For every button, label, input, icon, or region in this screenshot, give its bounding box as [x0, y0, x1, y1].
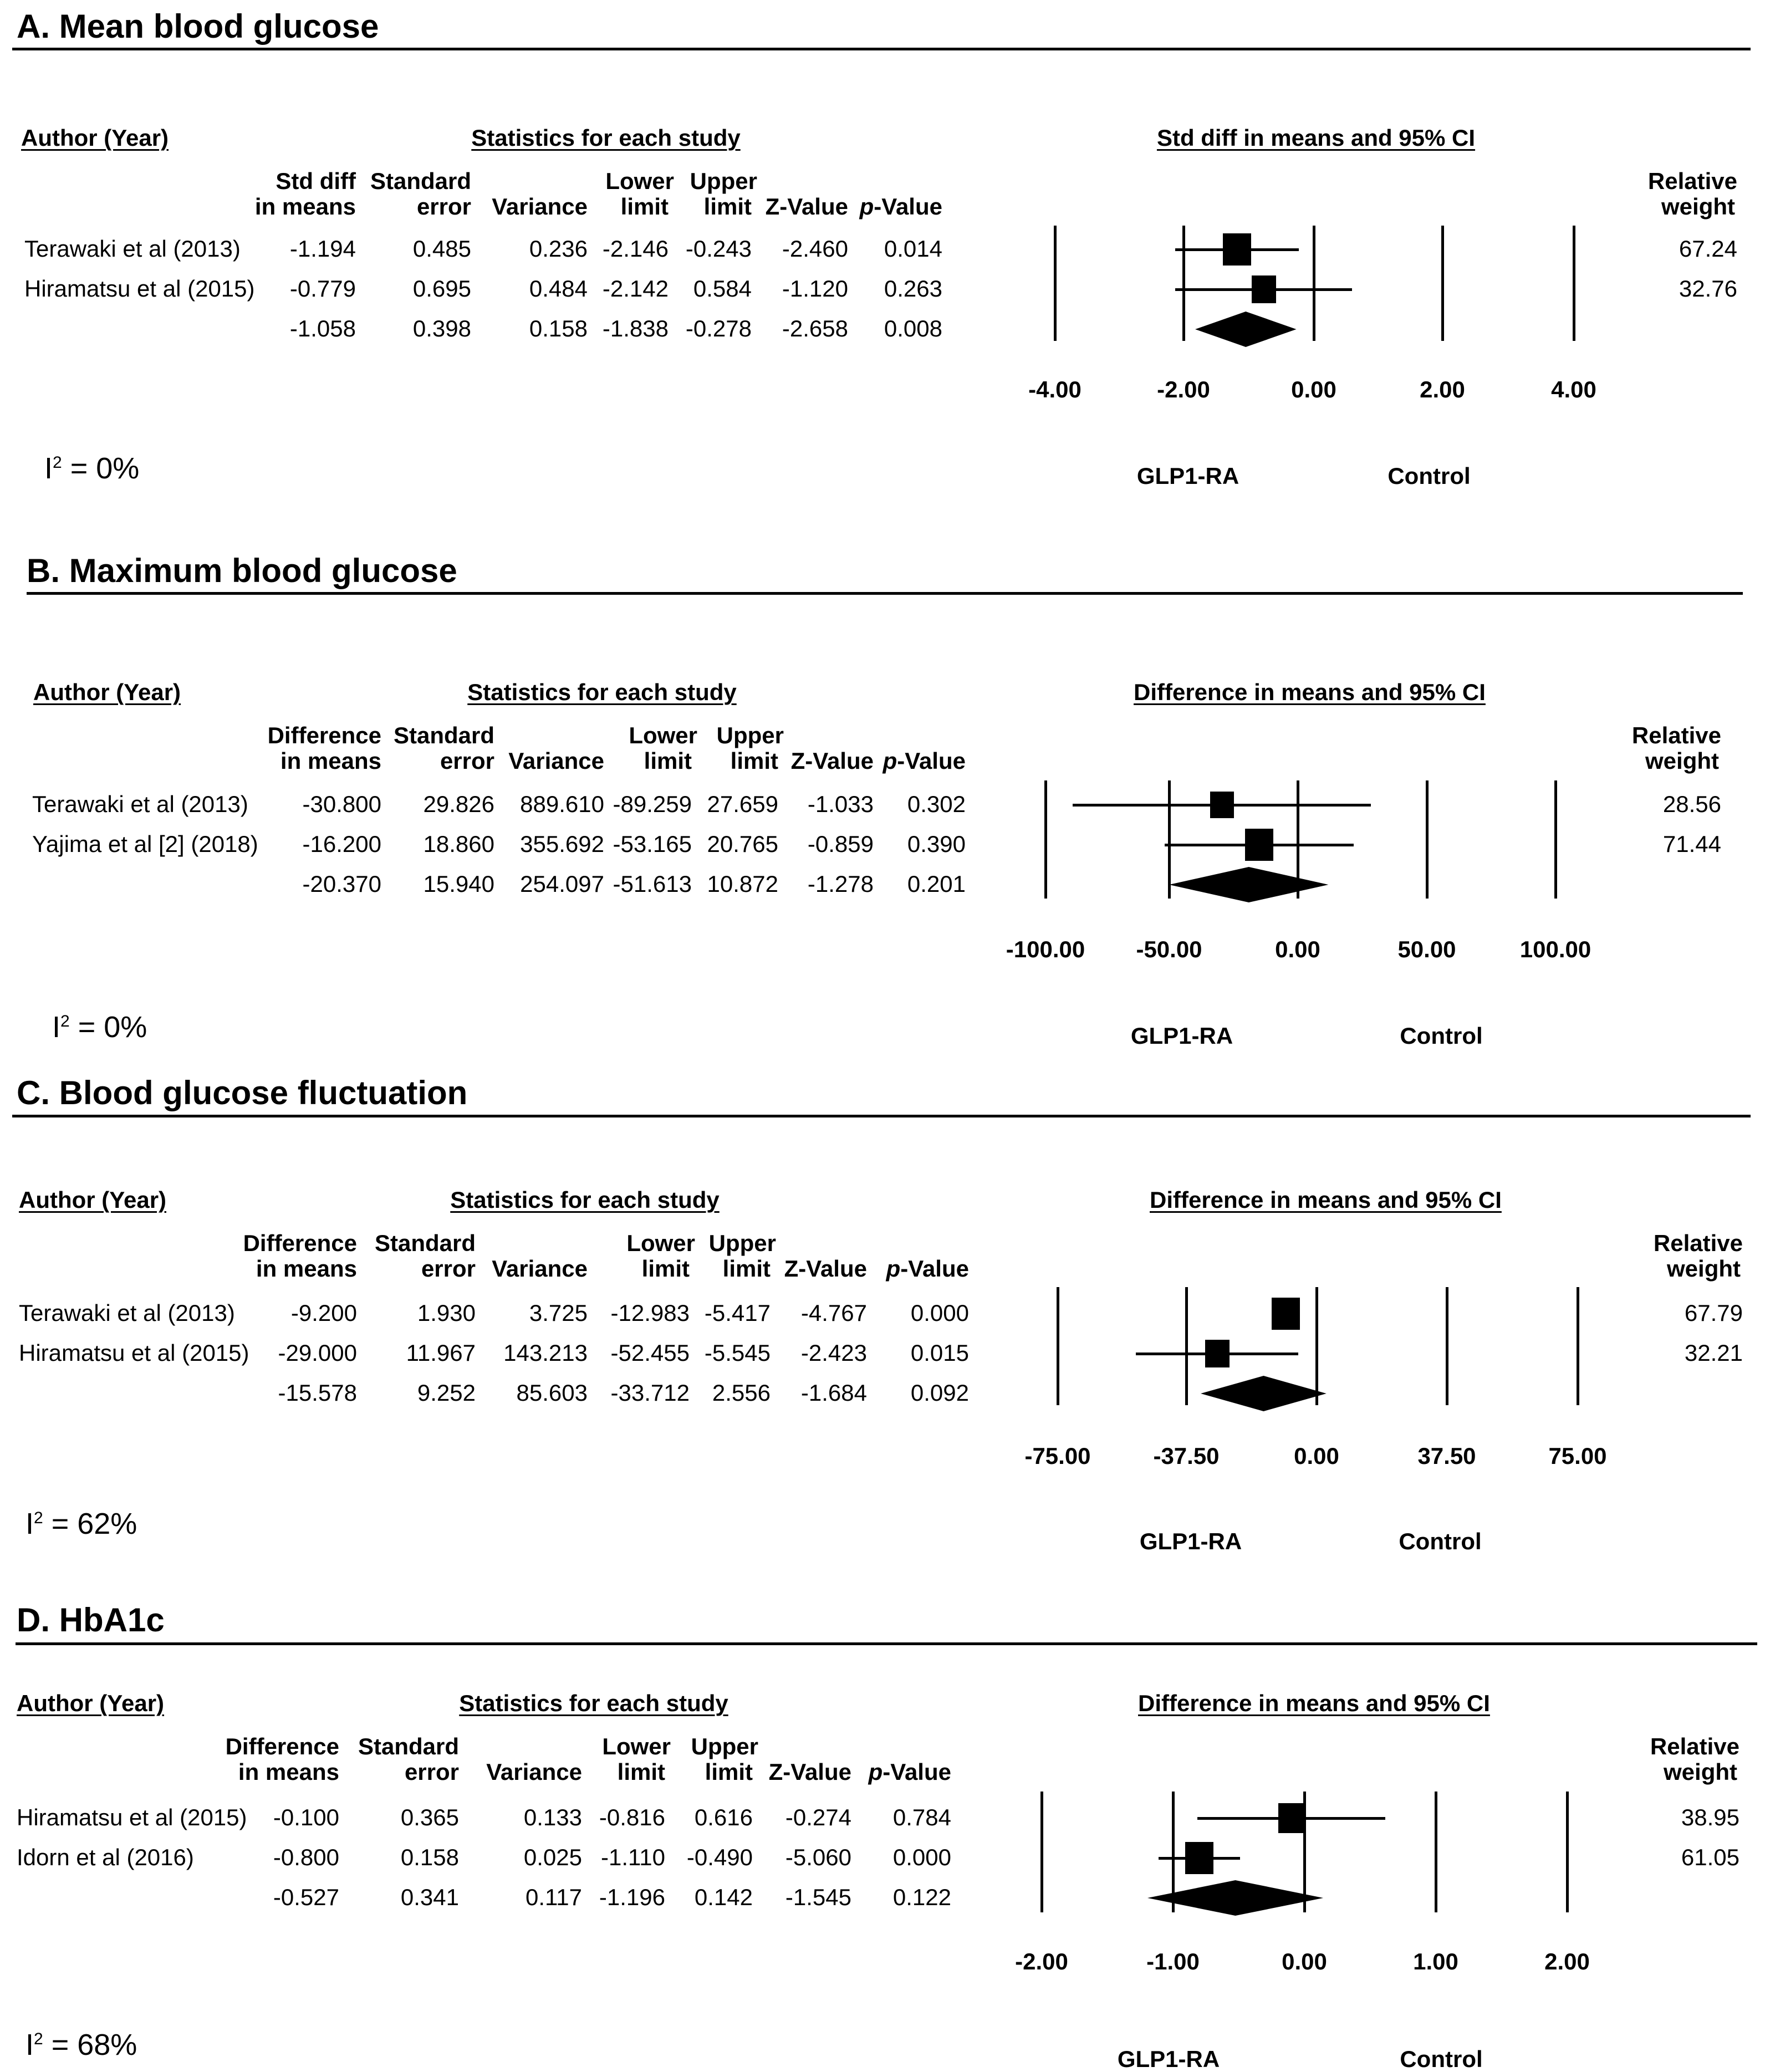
table-cell: 85.603 — [516, 1380, 588, 1406]
table-cell: -89.259 — [613, 791, 692, 817]
column-header-line2: limit — [620, 193, 669, 220]
table-cell: -5.060 — [785, 1844, 851, 1870]
table-cell: 0.000 — [910, 1300, 969, 1326]
ci-plot-header: Difference in means and 95% CI — [1138, 1690, 1490, 1716]
relative-weight-value: 38.95 — [1681, 1804, 1740, 1830]
table-cell: 0.025 — [523, 1844, 582, 1870]
relative-weight-header: weight — [1645, 748, 1719, 774]
table-cell: -53.165 — [613, 831, 692, 857]
column-header-line1: Difference — [225, 1733, 339, 1759]
statistics-header: Statistics for each study — [467, 679, 737, 705]
relative-weight-value: 67.79 — [1684, 1300, 1743, 1326]
axis-tick-label: 100.00 — [1519, 936, 1591, 962]
table-cell: 0.133 — [523, 1804, 582, 1830]
gridline — [1435, 1792, 1437, 1912]
table-cell: -0.278 — [685, 315, 752, 341]
ci-plot-header: Difference in means and 95% CI — [1150, 1187, 1502, 1213]
column-header-line2: in means — [280, 748, 381, 774]
column-header-line2: limit — [641, 1256, 690, 1282]
table-cell: -5.545 — [704, 1340, 771, 1366]
column-header-line2: in means — [238, 1759, 339, 1785]
i2-value: = 62% — [43, 1507, 137, 1540]
column-header-line2: Variance — [492, 193, 588, 220]
column-header-line2: Variance — [492, 1256, 588, 1282]
table-cell: -2.460 — [782, 236, 848, 262]
table-cell: 0.484 — [529, 275, 588, 302]
ci-plot-header: Std diff in means and 95% CI — [1156, 125, 1476, 151]
column-header-line1: Upper — [690, 168, 757, 194]
table-cell: -16.200 — [302, 831, 381, 857]
table-cell: -51.613 — [613, 871, 692, 897]
table-cell: 20.765 — [707, 831, 778, 857]
table-cell: 15.940 — [423, 871, 494, 897]
column-header-line2: Z-Value — [784, 1256, 867, 1282]
column-header-line1: Lower — [629, 722, 697, 748]
column-header-line2: p-Value — [859, 193, 942, 220]
column-header-line2: limit — [730, 748, 778, 774]
table-cell: 0.236 — [529, 236, 588, 262]
author-year-header: Author (Year) — [17, 1690, 165, 1716]
statistics-header: Statistics for each study — [450, 1187, 720, 1213]
table-cell: 0.008 — [884, 315, 942, 341]
author-year-header: Author (Year) — [33, 679, 181, 705]
table-cell: -33.712 — [610, 1380, 690, 1406]
i2-superscript: 2 — [34, 1509, 43, 1527]
column-header-line2: Z-Value — [790, 748, 874, 774]
favors-glp1-ra-label: GLP1-RA — [1130, 1023, 1233, 1049]
column-header-line2: error — [404, 1759, 459, 1785]
table-cell: 0.390 — [907, 831, 966, 857]
axis-tick-label: 2.00 — [1420, 376, 1465, 402]
favors-glp1-ra-label: GLP1-RA — [1136, 463, 1239, 489]
table-cell: 0.263 — [884, 275, 942, 302]
table-cell: 254.097 — [520, 871, 604, 897]
column-header-line2: error — [421, 1256, 476, 1282]
table-cell: -0.490 — [686, 1844, 753, 1870]
table-cell: 11.967 — [406, 1340, 476, 1366]
i2-symbol: I — [25, 1507, 34, 1540]
table-cell: -1.110 — [601, 1844, 665, 1870]
column-header-line1: Lower — [626, 1230, 695, 1256]
table-cell: -0.243 — [685, 236, 752, 262]
axis-tick-label: -100.00 — [1006, 936, 1085, 962]
column-header-line1: Upper — [708, 1230, 776, 1256]
favors-control-label: Control — [1400, 2046, 1483, 2072]
i2-superscript: 2 — [53, 453, 62, 472]
relative-weight-value: 32.21 — [1684, 1340, 1743, 1366]
statistics-header: Statistics for each study — [459, 1690, 728, 1716]
table-cell: -0.274 — [785, 1804, 851, 1830]
axis-tick-label: 75.00 — [1548, 1443, 1607, 1469]
table-cell: 0.302 — [907, 791, 966, 817]
table-cell: 2.556 — [712, 1380, 771, 1406]
i2-symbol: I — [44, 452, 53, 485]
statistics-header: Statistics for each study — [471, 125, 741, 151]
study-name: Terawaki et al (2013) — [24, 236, 241, 262]
column-header-line2: p-Value — [882, 748, 966, 774]
table-cell: 0.341 — [400, 1884, 459, 1910]
study-name: Yajima et al [2] (2018) — [32, 831, 258, 857]
table-cell: -1.278 — [807, 871, 874, 897]
table-cell: 0.584 — [693, 275, 752, 302]
table-cell: 143.213 — [503, 1340, 588, 1366]
column-header-line1: Difference — [267, 722, 381, 748]
i2-symbol: I — [25, 2028, 34, 2061]
column-header-line1: Std diff — [276, 168, 356, 194]
column-header-line2: limit — [722, 1256, 771, 1282]
relative-weight-value: 71.44 — [1662, 831, 1721, 857]
axis-tick-label: -75.00 — [1024, 1443, 1091, 1469]
table-cell: 9.252 — [417, 1380, 476, 1406]
column-header-line2: in means — [254, 193, 356, 220]
ci-plot-header: Difference in means and 95% CI — [1134, 679, 1486, 705]
column-header-line2: p-Value — [886, 1256, 969, 1282]
column-header-line2: Variance — [508, 748, 604, 774]
panel-title: B. Maximum blood glucose — [27, 552, 457, 589]
table-cell: -1.838 — [602, 315, 669, 341]
favors-control-label: Control — [1400, 1023, 1483, 1049]
table-cell: -9.200 — [290, 1300, 357, 1326]
column-header-line1: Difference — [243, 1230, 357, 1256]
column-header-line1: Standard — [370, 168, 471, 194]
table-cell: 0.201 — [907, 871, 966, 897]
panel-title: A. Mean blood glucose — [17, 8, 379, 45]
table-cell: -0.859 — [807, 831, 874, 857]
axis-tick-label: 0.00 — [1275, 936, 1320, 962]
table-cell: 0.158 — [400, 1844, 459, 1870]
relative-weight-header: weight — [1664, 1759, 1737, 1785]
table-cell: -2.142 — [602, 275, 669, 302]
axis-tick-label: 50.00 — [1397, 936, 1456, 962]
study-effect-square — [1278, 1803, 1304, 1833]
axis-tick-label: -2.00 — [1157, 376, 1210, 402]
table-cell: -2.423 — [800, 1340, 867, 1366]
column-header-line1: Standard — [358, 1733, 459, 1759]
axis-tick-label: -1.00 — [1146, 1948, 1200, 1974]
table-cell: 0.015 — [910, 1340, 969, 1366]
column-header-line1: Standard — [393, 722, 494, 748]
relative-weight-header: weight — [1667, 1256, 1741, 1282]
table-cell: -1.120 — [782, 275, 848, 302]
i2-value: = 68% — [43, 2028, 137, 2061]
study-name: Hiramatsu et al (2015) — [17, 1804, 247, 1830]
study-name: Idorn et al (2016) — [17, 1844, 194, 1870]
column-header-line2: limit — [705, 1759, 753, 1785]
column-header-line2: Z-Value — [765, 193, 848, 220]
favors-glp1-ra-label: GLP1-RA — [1139, 1528, 1242, 1554]
favors-glp1-ra-label: GLP1-RA — [1117, 2046, 1220, 2072]
table-cell: 355.692 — [520, 831, 604, 857]
axis-tick-label: 4.00 — [1551, 376, 1596, 402]
table-cell: 0.117 — [526, 1884, 582, 1910]
i2-symbol: I — [52, 1011, 61, 1044]
axis-tick-label: 2.00 — [1544, 1948, 1590, 1974]
table-cell: 10.872 — [707, 871, 778, 897]
column-header-line2: limit — [617, 1759, 665, 1785]
axis-tick-label: -2.00 — [1015, 1948, 1068, 1974]
i2-value: = 0% — [62, 452, 140, 485]
table-cell: -4.767 — [800, 1300, 867, 1326]
study-name: Terawaki et al (2013) — [32, 791, 248, 817]
relative-weight-header: Relative — [1631, 722, 1721, 748]
table-cell: 889.610 — [520, 791, 604, 817]
column-header-line2: in means — [256, 1256, 357, 1282]
gridline — [1040, 1792, 1043, 1912]
table-cell: -2.146 — [602, 236, 669, 262]
column-header-line1: Upper — [691, 1733, 758, 1759]
table-cell: 0.158 — [529, 315, 588, 341]
relative-weight-value: 67.24 — [1679, 236, 1737, 262]
gridline — [1566, 1792, 1569, 1912]
relative-weight-value: 32.76 — [1679, 275, 1737, 302]
column-header-line1: Lower — [602, 1733, 671, 1759]
relative-weight-header: Relative — [1647, 168, 1737, 194]
author-year-header: Author (Year) — [21, 125, 169, 151]
column-header-line1: Upper — [716, 722, 784, 748]
column-header-line2: p-Value — [868, 1759, 951, 1785]
table-cell: -0.100 — [273, 1804, 339, 1830]
column-header-line1: Lower — [605, 168, 674, 194]
relative-weight-header: weight — [1661, 193, 1735, 220]
table-cell: 0.365 — [400, 1804, 459, 1830]
column-header-line2: Z-Value — [768, 1759, 851, 1785]
column-header-line1: Standard — [374, 1230, 476, 1256]
table-cell: 3.725 — [529, 1300, 588, 1326]
axis-tick-label: 37.50 — [1417, 1443, 1476, 1469]
table-cell: -0.800 — [273, 1844, 339, 1870]
table-cell: 0.695 — [412, 275, 471, 302]
axis-tick-label: -37.50 — [1153, 1443, 1220, 1469]
pooled-effect-diamond — [1146, 1880, 1324, 1916]
column-header-line2: limit — [703, 193, 752, 220]
table-cell: -1.196 — [599, 1884, 665, 1910]
table-cell: -15.578 — [278, 1380, 357, 1406]
axis-tick-label: 0.00 — [1282, 1948, 1327, 1974]
column-header-line2: error — [416, 193, 471, 220]
table-cell: 0.122 — [892, 1884, 951, 1910]
title-rule — [16, 1642, 1757, 1645]
table-cell: -1.545 — [785, 1884, 851, 1910]
column-header-line2: Variance — [486, 1759, 582, 1785]
i2-superscript: 2 — [60, 1012, 70, 1030]
table-cell: -30.800 — [302, 791, 381, 817]
panel-title: D. HbA1c — [17, 1601, 165, 1639]
table-cell: -1.058 — [289, 315, 356, 341]
table-cell: -1.194 — [289, 236, 356, 262]
axis-tick-label: 0.00 — [1291, 376, 1336, 402]
study-name: Terawaki et al (2013) — [19, 1300, 235, 1326]
table-cell: -5.417 — [704, 1300, 771, 1326]
column-header-line2: error — [440, 748, 494, 774]
table-cell: 0.000 — [892, 1844, 951, 1870]
table-cell: 0.784 — [892, 1804, 951, 1830]
table-cell: -0.779 — [289, 275, 356, 302]
table-cell: 18.860 — [423, 831, 494, 857]
i2-superscript: 2 — [34, 2030, 43, 2048]
panel-title: C. Blood glucose fluctuation — [17, 1074, 468, 1111]
axis-tick-label: -50.00 — [1136, 936, 1202, 962]
relative-weight-header: Relative — [1653, 1230, 1743, 1256]
table-cell: 0.398 — [412, 315, 471, 341]
study-name: Hiramatsu et al (2015) — [24, 275, 255, 302]
table-cell: -12.983 — [610, 1300, 690, 1326]
table-cell: -52.455 — [610, 1340, 690, 1366]
axis-tick-label: 1.00 — [1413, 1948, 1458, 1974]
table-cell: -20.370 — [302, 871, 381, 897]
author-year-header: Author (Year) — [19, 1187, 167, 1213]
study-name: Hiramatsu et al (2015) — [19, 1340, 249, 1366]
column-header-line2: limit — [644, 748, 692, 774]
table-cell: 0.014 — [884, 236, 942, 262]
favors-control-label: Control — [1399, 1528, 1482, 1554]
table-cell: -0.816 — [599, 1804, 665, 1830]
study-effect-square — [1185, 1842, 1214, 1875]
table-cell: -0.527 — [273, 1884, 339, 1910]
heterogeneity-i2 — [25, 2030, 137, 2060]
table-cell: 27.659 — [707, 791, 778, 817]
table-cell: 0.142 — [694, 1884, 753, 1910]
axis-tick-label: -4.00 — [1028, 376, 1082, 402]
table-cell: -1.033 — [807, 791, 874, 817]
axis-tick-label: 0.00 — [1294, 1443, 1339, 1469]
table-cell: 1.930 — [417, 1300, 476, 1326]
favors-control-label: Control — [1387, 463, 1471, 489]
relative-weight-header: Relative — [1650, 1733, 1740, 1759]
table-cell: 29.826 — [423, 791, 494, 817]
table-cell: 0.485 — [412, 236, 471, 262]
table-cell: -29.000 — [278, 1340, 357, 1366]
table-cell: -2.658 — [782, 315, 848, 341]
table-cell: 0.616 — [694, 1804, 753, 1830]
relative-weight-value: 28.56 — [1662, 791, 1721, 817]
table-cell: 0.092 — [910, 1380, 969, 1406]
table-cell: -1.684 — [800, 1380, 867, 1406]
i2-value: = 0% — [69, 1011, 147, 1044]
relative-weight-value: 61.05 — [1681, 1844, 1740, 1870]
